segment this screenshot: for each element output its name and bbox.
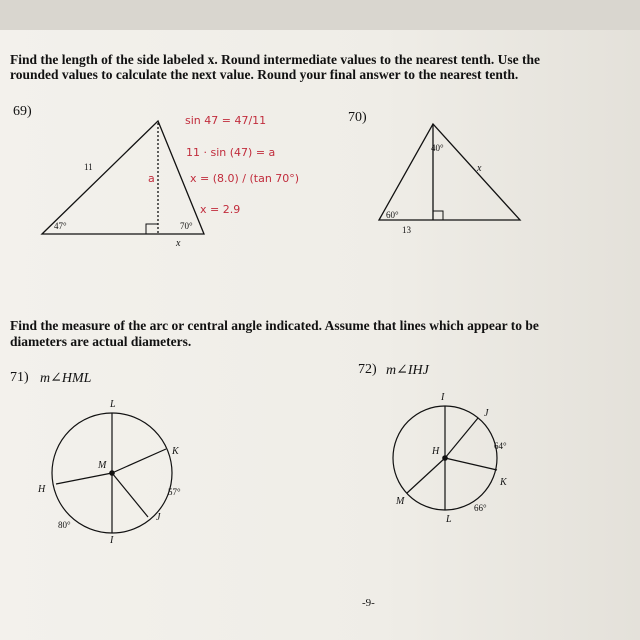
- p70-triangle: [379, 124, 520, 220]
- p72-point-H: H: [432, 446, 440, 457]
- p72-point-J: J: [484, 408, 489, 419]
- p71-circle: [52, 413, 172, 533]
- p69-angle-label: 47°: [54, 221, 67, 231]
- p69-base-label: x: [176, 238, 181, 249]
- page-number: -9-: [362, 597, 375, 609]
- p72-circle: [393, 406, 497, 510]
- p72-point-K: K: [500, 477, 507, 488]
- p71-arc-80: 80°: [58, 520, 71, 530]
- p70-bottom-angle-label: 60°: [386, 210, 399, 220]
- instructions2-line-1: Find the measure of the arc or central angle indicated. Assume that lines which appear to be: [10, 318, 539, 333]
- p69-handwriting-line-1: sin 47 = 47/11: [185, 114, 267, 127]
- instructions2-line-2: diameters are actual diameters.: [10, 334, 192, 349]
- p69-handwriting-line-4: x = 2.9: [200, 203, 241, 216]
- p69-hypotenuse-label: 11: [84, 162, 93, 172]
- p70-side-label: x: [477, 163, 482, 174]
- p72-point-L: L: [446, 514, 452, 525]
- instructions-line-2: rounded values to calculate the next value. Round your final answer to the nearest tenth.: [10, 67, 519, 82]
- instructions-line-1: Find the length of the side labeled x. Round intermediate values to the nearest tenth. Use the: [10, 52, 540, 67]
- p71-point-L: L: [110, 399, 116, 410]
- p69-handwriting-line-3: x = (8.0) / (tan 70°): [190, 172, 300, 185]
- p72-point-M: M: [396, 496, 405, 507]
- p72-point-I: I: [441, 392, 445, 403]
- p70-top-angle-label: 40°: [431, 143, 444, 153]
- p71-point-I: I: [110, 535, 114, 546]
- p69-handwriting-line-2: 11 · sin (47) = a: [186, 146, 276, 159]
- problem-71-number: 71): [10, 370, 29, 385]
- p71-point-K: K: [172, 446, 179, 457]
- p71-point-M: M: [98, 460, 107, 471]
- problem-70-number: 70): [348, 110, 367, 125]
- p71-point-H: H: [38, 484, 46, 495]
- p69-triangle: [42, 121, 204, 234]
- p69-side-mark: a: [148, 172, 155, 185]
- problem-71-question: m∠HML: [40, 371, 92, 386]
- p71-arc-57: 57°: [168, 487, 181, 497]
- p70-base-label: 13: [402, 225, 411, 235]
- p69-right-angle-label: 70°: [180, 221, 193, 231]
- problem-72-number: 72): [358, 362, 377, 377]
- problem-72-question: m∠IHJ: [386, 363, 429, 378]
- p71-point-J: J: [156, 512, 161, 523]
- p72-arc-66: 66°: [474, 503, 487, 513]
- problem-69-number: 69): [13, 104, 32, 119]
- p72-arc-64: 64°: [494, 441, 507, 451]
